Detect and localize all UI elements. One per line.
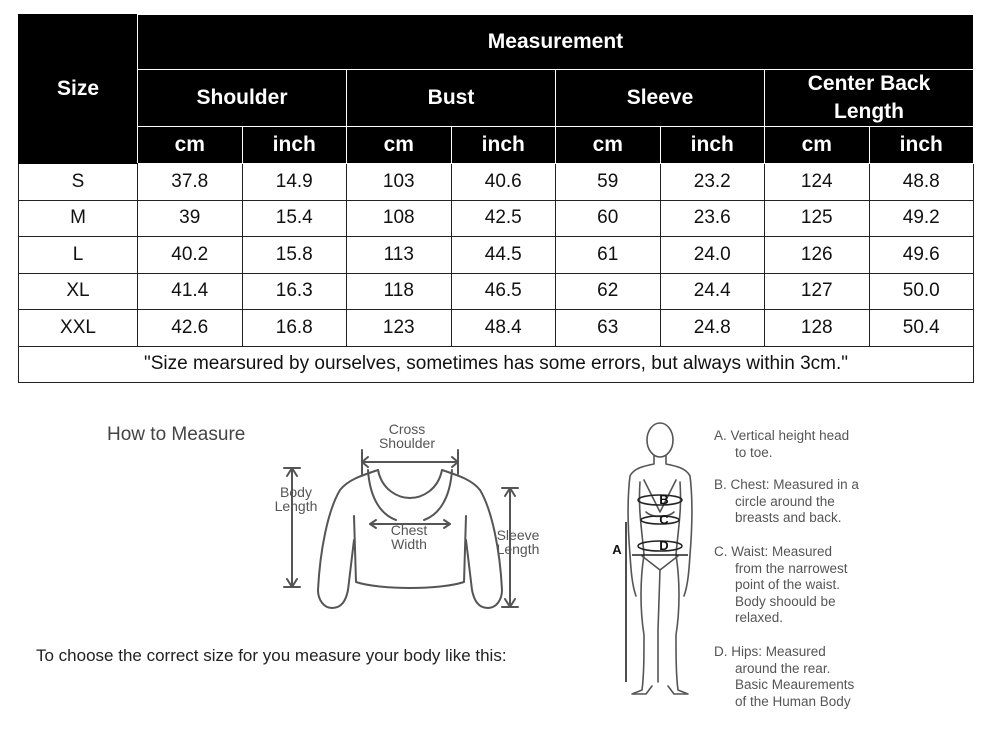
value-cell: 42.5: [451, 200, 556, 237]
human-body-diagram: [600, 420, 710, 700]
table-row: [19, 273, 974, 310]
measurement-note: "Size mearsured by ourselves, sometimes has some errors, but always within 3cm.": [19, 346, 974, 383]
how-to-measure-title: How to Measure: [107, 424, 246, 445]
choose-size-instruction: To choose the correct size for you measure your body like this:: [36, 646, 507, 665]
value-cell: 103: [347, 164, 452, 201]
table-row: [19, 164, 974, 201]
size-header: Size: [19, 15, 138, 164]
measurement-header: Measurement: [138, 15, 974, 70]
value-cell: 39: [138, 200, 243, 237]
sweater-neckline: [378, 470, 442, 498]
value-cell: 46.5: [451, 273, 556, 310]
body-length-label: Body Length: [274, 484, 318, 514]
value-cell: 24.4: [660, 273, 765, 310]
value-cell: 16.8: [242, 310, 347, 347]
marker-b: B: [659, 492, 669, 507]
unit-header: inch: [660, 127, 765, 164]
value-cell: 62: [556, 273, 661, 310]
value-cell: 24.0: [660, 237, 765, 274]
value-cell: 44.5: [451, 237, 556, 274]
value-cell: 59: [556, 164, 661, 201]
value-cell: 15.8: [242, 237, 347, 274]
cross-shoulder-label: Cross Shoulder: [378, 421, 436, 451]
body-outline: [628, 423, 692, 694]
value-cell: 63: [556, 310, 661, 347]
value-cell: 61: [556, 237, 661, 274]
unit-header: inch: [869, 127, 974, 164]
size-cell: M: [19, 200, 138, 237]
unit-header: cm: [765, 127, 870, 164]
legend-item-a: A. Vertical height head to toe.: [714, 428, 850, 460]
value-cell: 41.4: [138, 273, 243, 310]
value-cell: 126: [765, 237, 870, 274]
unit-header: cm: [556, 127, 661, 164]
value-cell: 37.8: [138, 164, 243, 201]
unit-header: inch: [242, 127, 347, 164]
group-header-sleeve: Sleeve: [556, 70, 765, 127]
marker-d: D: [659, 538, 669, 553]
value-cell: 113: [347, 237, 452, 274]
note-row: [19, 346, 974, 383]
unit-header: cm: [138, 127, 243, 164]
value-cell: 49.2: [869, 200, 974, 237]
size-cell: S: [19, 164, 138, 201]
value-cell: 40.2: [138, 237, 243, 274]
value-cell: 48.4: [451, 310, 556, 347]
value-cell: 60: [556, 200, 661, 237]
value-cell: 23.6: [660, 200, 765, 237]
size-cell: XL: [19, 273, 138, 310]
marker-c: C: [659, 512, 669, 527]
sleeve-length-label: Sleeve Length: [496, 527, 540, 557]
group-header-shoulder: Shoulder: [138, 70, 347, 127]
value-cell: 50.4: [869, 310, 974, 347]
table-row: [19, 200, 974, 237]
size-chart-table: [18, 14, 974, 383]
group-header-center-back-length: Center Back Length: [765, 70, 974, 127]
value-cell: 49.6: [869, 237, 974, 274]
table-row: [19, 237, 974, 274]
legend-item-c: C. Waist: Measured from the narrowest point of the waist. Body shoould be relaxed.: [714, 544, 848, 625]
value-cell: 50.0: [869, 273, 974, 310]
value-cell: 125: [765, 200, 870, 237]
table-row: [19, 310, 974, 347]
size-cell: L: [19, 237, 138, 274]
value-cell: 128: [765, 310, 870, 347]
unit-header: cm: [347, 127, 452, 164]
size-table-body: [19, 164, 974, 383]
value-cell: 14.9: [242, 164, 347, 201]
value-cell: 42.6: [138, 310, 243, 347]
marker-a: A: [612, 542, 622, 557]
value-cell: 24.8: [660, 310, 765, 347]
legend-item-d: D. Hips: Measured around the rear. Basic Meaurements of the Human Body: [714, 644, 855, 709]
value-cell: 108: [347, 200, 452, 237]
value-cell: 48.8: [869, 164, 974, 201]
value-cell: 118: [347, 273, 452, 310]
unit-header: inch: [451, 127, 556, 164]
value-cell: 16.3: [242, 273, 347, 310]
value-cell: 127: [765, 273, 870, 310]
group-header-bust: Bust: [347, 70, 556, 127]
value-cell: 23.2: [660, 164, 765, 201]
chest-width-label: Chest Width: [390, 522, 428, 552]
value-cell: 15.4: [242, 200, 347, 237]
value-cell: 40.6: [451, 164, 556, 201]
legend-item-b: B. Chest: Measured in a circle around the breasts and back.: [714, 477, 859, 525]
value-cell: 124: [765, 164, 870, 201]
value-cell: 123: [347, 310, 452, 347]
size-cell: XXL: [19, 310, 138, 347]
